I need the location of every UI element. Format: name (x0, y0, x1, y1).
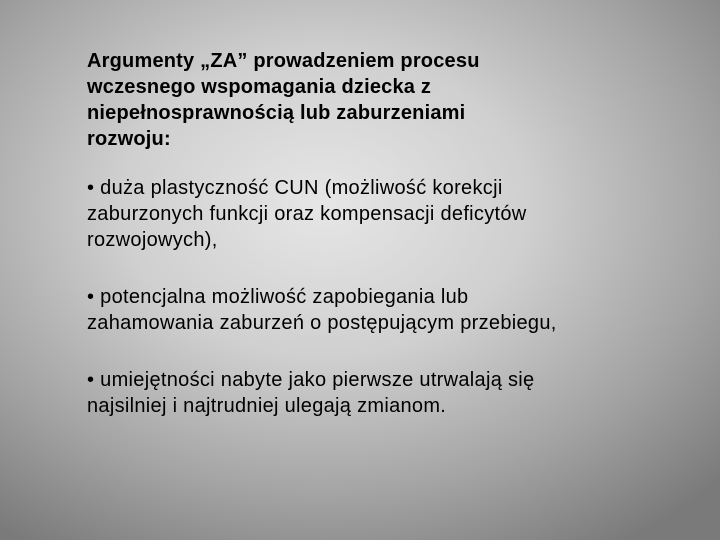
slide-content (87, 48, 687, 450)
bullet-item-plasticity (87, 175, 687, 253)
bullet-line: • umiejętności nabyte jako pierwsze utrwalają się (87, 369, 535, 391)
heading-line: rozwoju: (87, 128, 171, 150)
bullet-item-skills (87, 367, 687, 419)
bullet-line: najsilniej i najtrudniej ulegają zmianom. (87, 395, 447, 417)
bullet-line: zahamowania zaburzeń o postępującym przebiegu, (87, 312, 557, 334)
heading-line: Argumenty „ZA” prowadzeniem procesu (87, 50, 480, 72)
bullet-line: zaburzonych funkcji oraz kompensacji deficytów (87, 203, 527, 225)
bullet-line: • potencjalna możliwość zapobiegania lub (87, 286, 469, 308)
heading-line: niepełnosprawnością lub zaburzeniami (87, 102, 466, 124)
bullet-line: rozwojowych), (87, 229, 218, 251)
bullet-line: • duża plastyczność CUN (możliwość korekcji (87, 177, 503, 199)
heading-line: wczesnego wspomagania dziecka z (87, 76, 432, 98)
bullet-item-prevention (87, 284, 687, 336)
slide-heading (87, 48, 687, 152)
